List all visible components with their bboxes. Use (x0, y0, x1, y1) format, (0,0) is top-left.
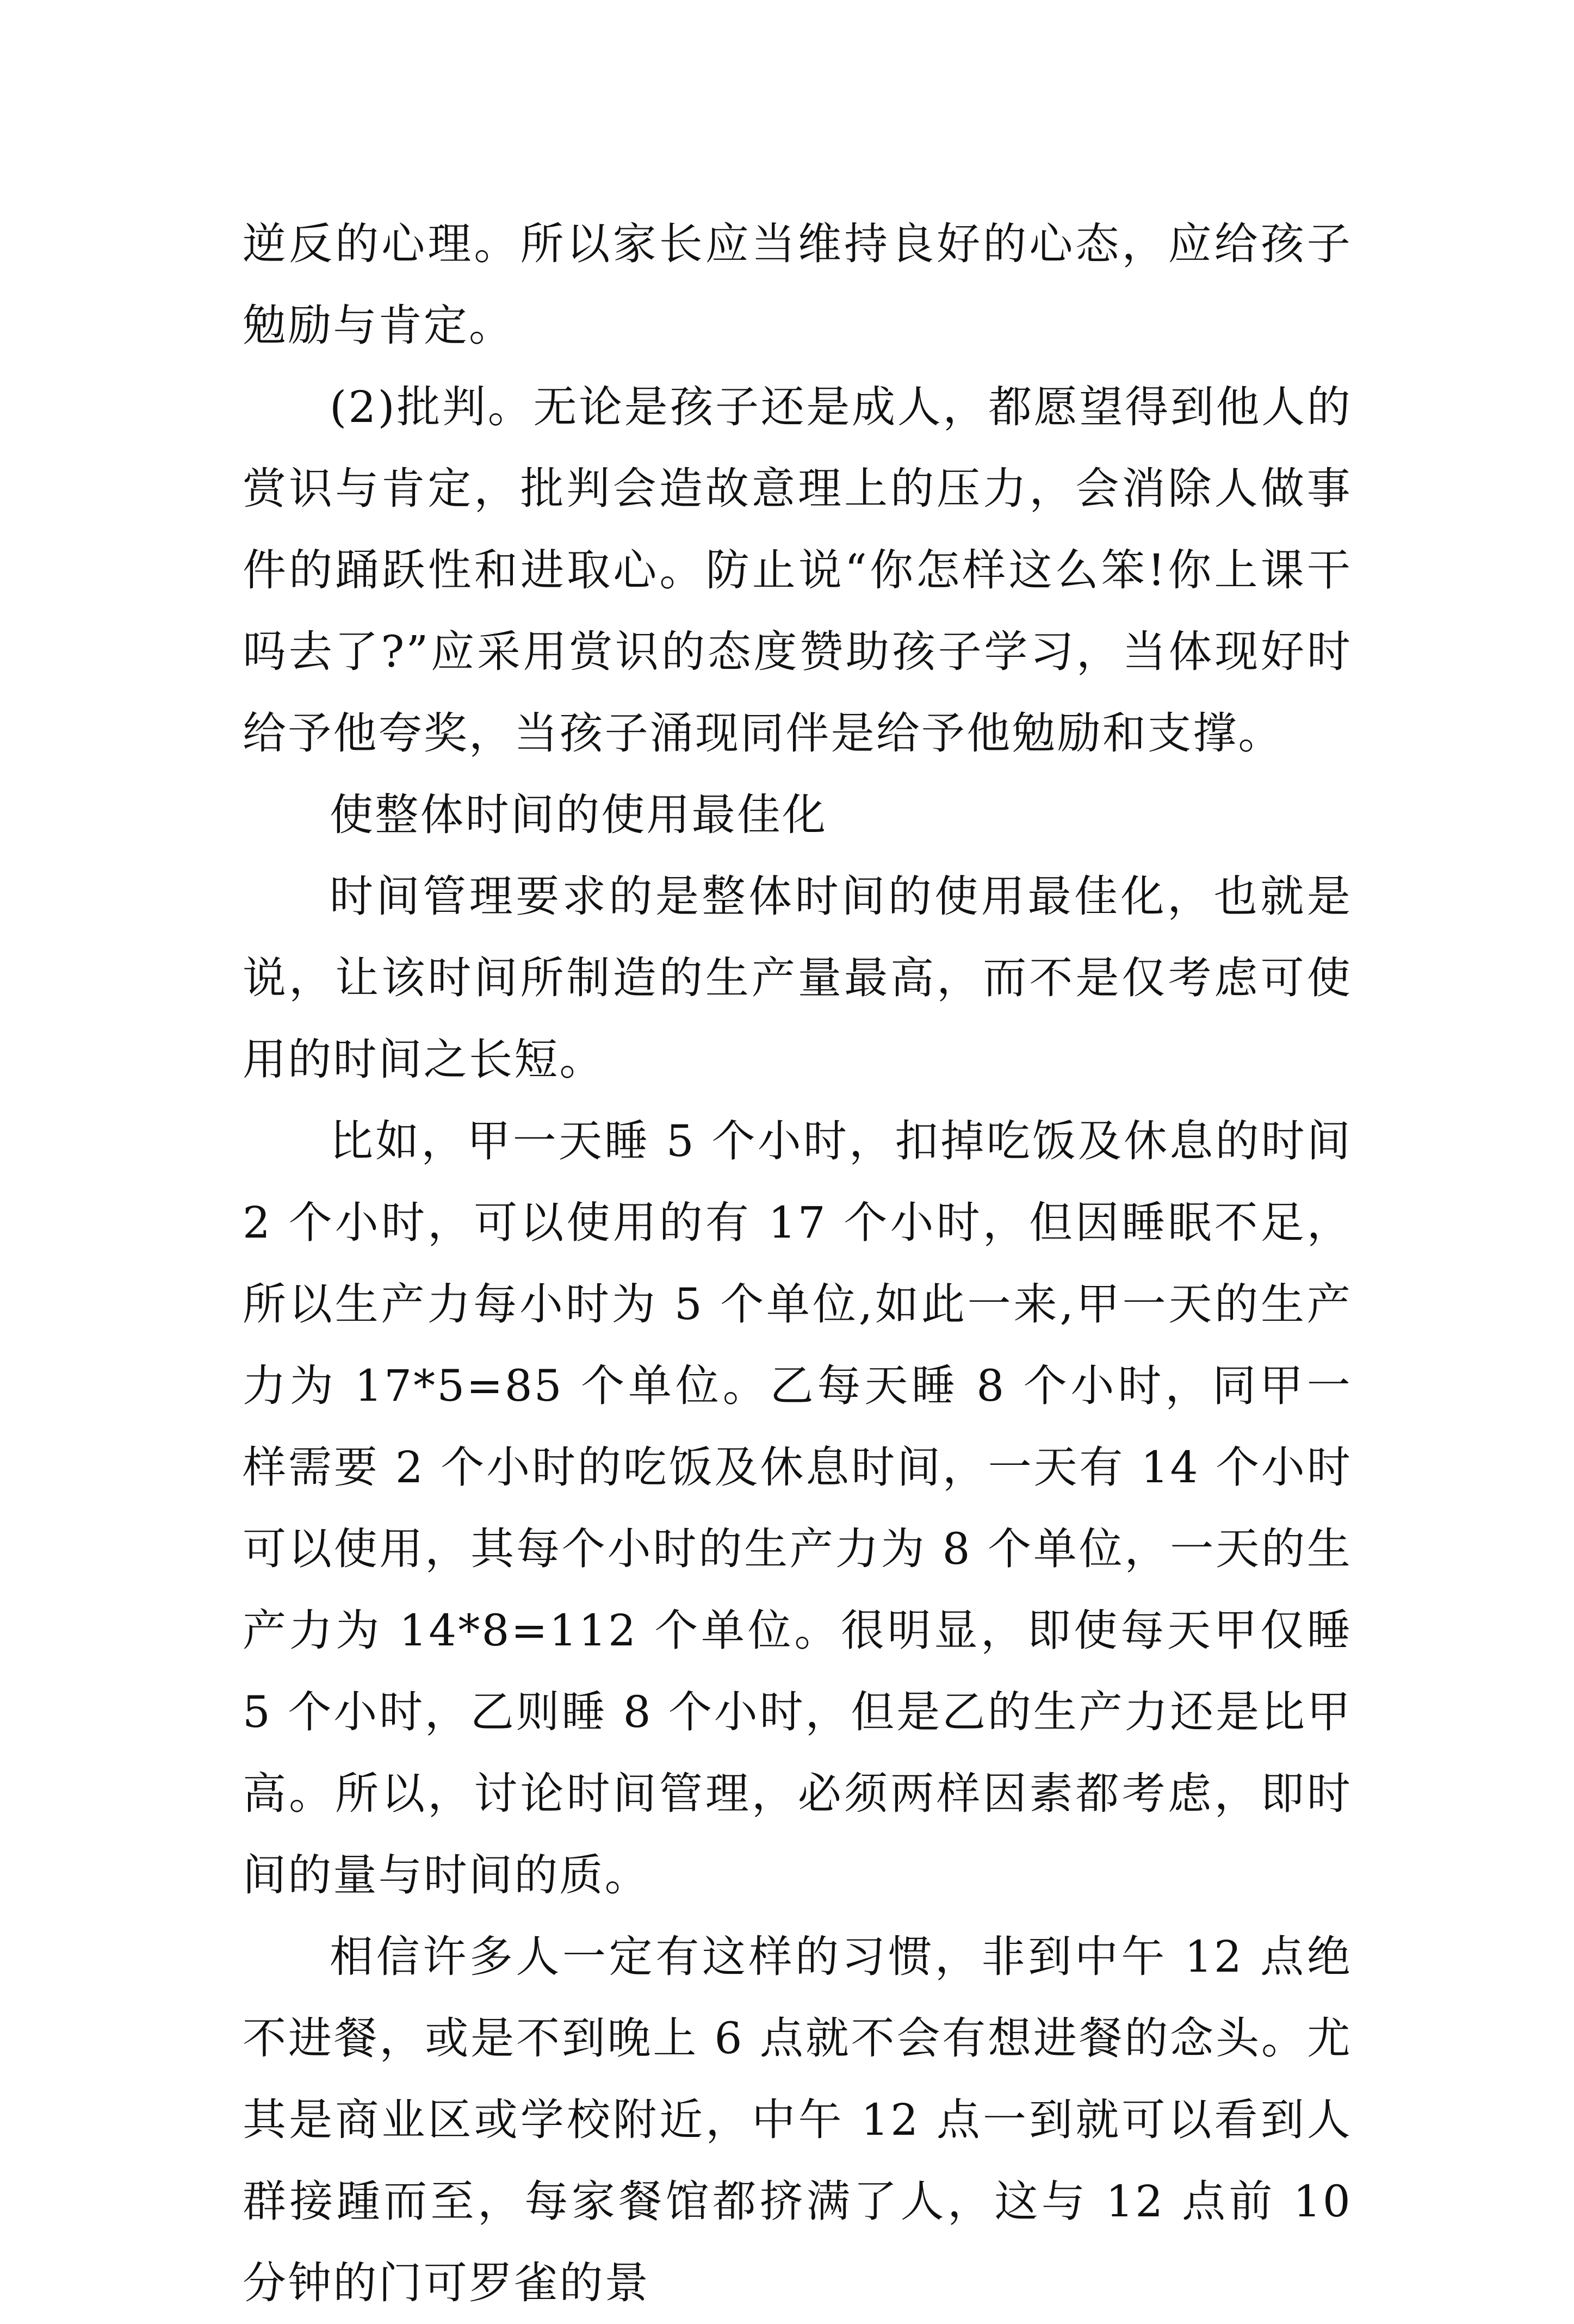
paragraph-time-management: 时间管理要求的是整体时间的使用最佳化，也就是说，让该时间所制造的生产量最高，而不是仅考虑可使用的时间之长短。 (243, 871, 1352, 1085)
paragraph-criticism: (2)批判。无论是孩子还是成人，都愿望得到他人的赏识与肯定，批判会造故意理上的压力，会消除人做事件的踊跃性和进取心。防止说“你怎样这么笨!你上课干吗去了?”应采用赏识的态度赞助孩子学习，当体现好时给予他夸奖，当孩子涌现同伴是给予他勉励和支撑。 (243, 382, 1352, 759)
paragraph-meal-habits: 相信许多人一定有这样的习惯，非到中午 12 点绝不进餐，或是不到晚上 6 点就不会有想进餐的念头。尤其是商业区或学校附近，中午 12 点一到就可以看到人群接踵而至，每家餐馆都挤满了人，这与 12 点前 10 分钟的门可罗雀的景 (243, 1931, 1352, 2308)
document-body (243, 203, 1352, 2324)
paragraph-example: 比如，甲一天睡 5 个小时，扣掉吃饭及休息的时间 2 个小时，可以使用的有 17 个小时，但因睡眠不足，所以生产力每小时为 5 个单位,如此一来,甲一天的生产力为 17*5=85 个单位。乙每天睡 8 个小时，同甲一样需要 2 个小时的吃饭及休息时间，一天有 14 个小时可以使用，其每个小时的生产力为 8 个单位，一天的生产力为 14*8=112 个单位。很明显，即使每天甲仅睡 5 个小时，乙则睡 8 个小时，但是乙的生产力还是比甲高。所以，讨论时间管理，必须两样因素都考虑，即时间的量与时间的质。 (243, 1116, 1352, 1900)
paragraph-continuation: 逆反的心理。所以家长应当维持良好的心态，应给孩子勉励与肯定。 (243, 219, 1352, 351)
section-heading: 使整体时间的使用最佳化 (330, 790, 828, 840)
